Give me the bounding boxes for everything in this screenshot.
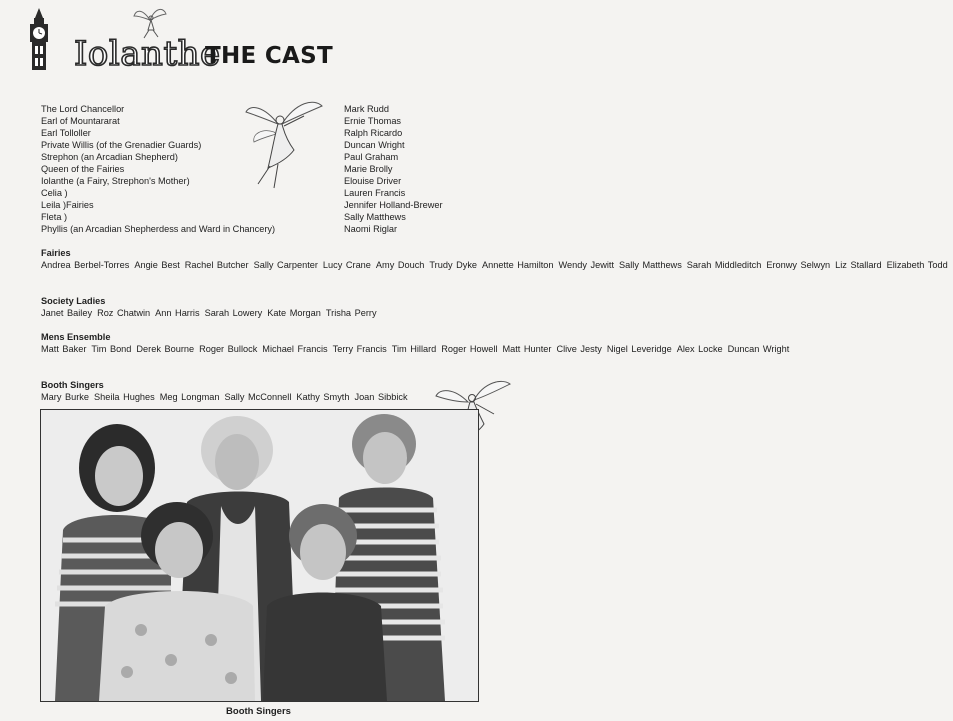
cast-member: Matt Baker <box>41 344 87 354</box>
actor-name: Elouise Driver <box>344 176 402 186</box>
role-list <box>41 103 275 235</box>
actor-name: Ernie Thomas <box>344 116 402 126</box>
cast-member: Wendy Jewitt <box>558 260 614 270</box>
fairy-icon <box>244 98 324 190</box>
section-title-mens-ensemble: Mens Ensemble <box>41 332 111 342</box>
clock-tower-icon <box>28 8 50 72</box>
cast-member: Rachel Butcher <box>184 260 249 270</box>
cast-member: Terry Francis <box>332 344 387 354</box>
cast-member: Tim Bond <box>91 344 132 354</box>
role-name: Private Willis (of the Grenadier Guards) <box>41 140 202 150</box>
section-title-society-ladies: Society Ladies <box>41 296 106 306</box>
cast-member: Sheila Hughes <box>93 392 155 402</box>
actor-name: Sally Matthews <box>344 212 406 222</box>
actor-name: Lauren Francis <box>344 188 406 198</box>
role-name: Iolanthe (a Fairy, Strephon's Mother) <box>41 176 190 186</box>
cast-member: Joan Sibbick <box>354 392 408 402</box>
role-name: The Lord Chancellor <box>41 104 125 114</box>
cast-member: Ann Harris <box>155 308 200 318</box>
cast-member: Mary Burke <box>41 392 89 402</box>
cast-member: Michael Francis <box>262 344 328 354</box>
group-photo <box>40 409 479 702</box>
actor-name: Duncan Wright <box>344 140 405 150</box>
section-names-mens-ensemble <box>41 343 790 355</box>
cast-member: Sarah Middleditch <box>686 260 762 270</box>
actor-name: Marie Brolly <box>344 164 393 174</box>
cast-member: Trudy Dyke <box>429 260 478 270</box>
cast-member: Andrea Berbel-Torres <box>41 260 130 270</box>
cast-member: Kate Morgan <box>267 308 321 318</box>
page-title: THE CAST <box>205 43 333 69</box>
section-title-booth-singers: Booth Singers <box>41 380 104 390</box>
actor-list <box>344 103 443 235</box>
cast-member: Matt Hunter <box>502 344 552 354</box>
cast-member: Clive Jesty <box>556 344 602 354</box>
role-name: Celia ) <box>41 188 68 198</box>
actor-name: Naomi Riglar <box>344 224 398 234</box>
section-title-fairies: Fairies <box>41 248 71 258</box>
photo-caption: Booth Singers <box>226 706 291 717</box>
logo-text: Iolanthe <box>74 34 221 74</box>
cast-member: Janet Bailey <box>41 308 93 318</box>
cast-member: Alex Locke <box>676 344 723 354</box>
cast-member: Liz Stallard <box>835 260 882 270</box>
section-names-society-ladies <box>41 307 493 319</box>
cast-member: Meg Longman <box>159 392 220 402</box>
cast-member: Elizabeth Todd <box>886 260 948 270</box>
iolanthe-logo <box>28 6 221 74</box>
role-name: Leila )Fairies <box>41 200 94 210</box>
actor-name: Jennifer Holland-Brewer <box>344 200 443 210</box>
cast-member: Sally McConnell <box>224 392 292 402</box>
role-name: Strephon (an Arcadian Shepherd) <box>41 152 178 162</box>
role-name: Queen of the Fairies <box>41 164 125 174</box>
cast-member: Eronwy Selwyn <box>766 260 831 270</box>
section-names-booth-singers <box>41 391 493 403</box>
role-name: Earl Tolloller <box>41 128 91 138</box>
actor-name: Ralph Ricardo <box>344 128 403 138</box>
cast-member: Sally Matthews <box>619 260 682 270</box>
cast-member: Duncan Wright <box>727 344 790 354</box>
role-name: Earl of Mountararat <box>41 116 120 126</box>
cast-member: Trisha Perry <box>325 308 377 318</box>
cast-member: Angie Best <box>134 260 180 270</box>
cast-member: Lucy Crane <box>322 260 371 270</box>
cast-member: Tim Hillard <box>391 344 437 354</box>
fairy-icon <box>132 6 168 40</box>
cast-member: Roger Bullock <box>199 344 258 354</box>
actor-name: Paul Graham <box>344 152 399 162</box>
section-names-fairies <box>41 259 948 271</box>
cast-member: Derek Bourne <box>136 344 195 354</box>
cast-member: Roz Chatwin <box>97 308 151 318</box>
cast-member: Sally Carpenter <box>253 260 318 270</box>
cast-member: Amy Douch <box>375 260 425 270</box>
cast-member: Sarah Lowery <box>204 308 263 318</box>
role-name: Phyllis (an Arcadian Shepherdess and Ward in Chancery) <box>41 224 276 234</box>
cast-member: Annette Hamilton <box>482 260 554 270</box>
cast-member: Kathy Smyth <box>296 392 350 402</box>
cast-member: Nigel Leveridge <box>606 344 672 354</box>
role-name: Fleta ) <box>41 212 68 222</box>
actor-name: Mark Rudd <box>344 104 389 114</box>
cast-member: Roger Howell <box>441 344 498 354</box>
